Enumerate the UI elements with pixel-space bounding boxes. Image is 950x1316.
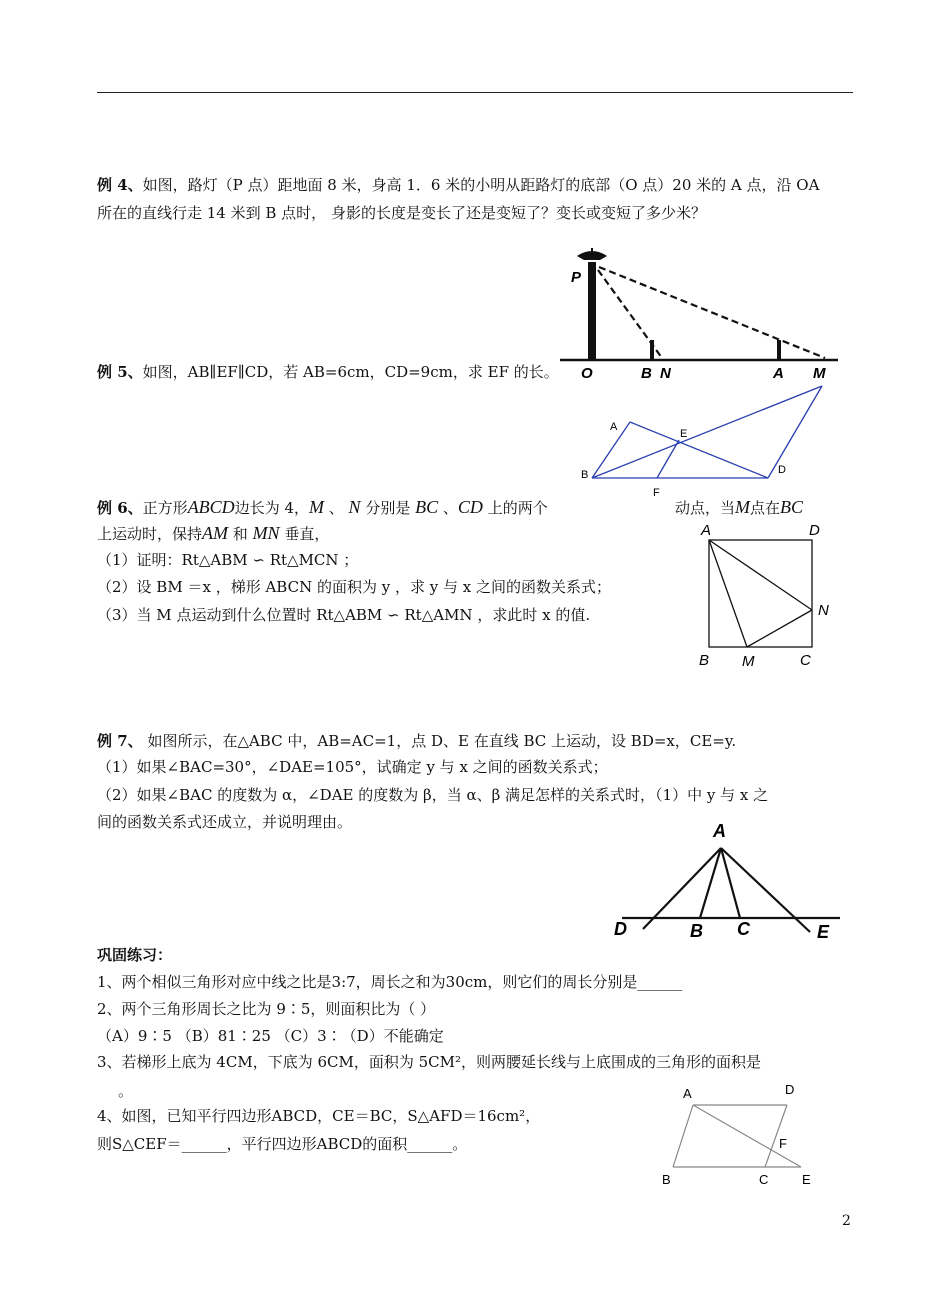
- label-D: D: [785, 1082, 795, 1097]
- label-E: E: [817, 922, 830, 942]
- ex6-q2: （2）设 BM ＝x ，梯形 ABCN 的面积为 y ，求 y 与 x 之间的函数关系式；: [97, 578, 611, 596]
- label-A: A: [713, 821, 726, 841]
- ex4-line1: 例 4、如图，路灯（P 点）距地面 8 米，身高 1．6 米的小明从距路灯的底部（O 点）20 米的 A 点，沿 OA: [97, 176, 820, 194]
- ex6-line1-cont: 动点，当M点在BC: [675, 497, 804, 517]
- ex7-line2: （1）如果∠BAC=30°，∠DAE=105°，试确定 y 与 x 之间的函数关系式；: [97, 758, 608, 776]
- practice-2: 2、两个三角形周长之比为 9∶5，则面积比为（ ）: [97, 1000, 436, 1018]
- ex5-label: 例 5、: [97, 363, 143, 381]
- ex6-q3: （3）当 M 点运动到什么位置时 Rt△ABM ∽ Rt△AMN ，求此时 x 的值.: [97, 606, 591, 624]
- ex6-q1: （1）证明：Rt△ABM ∽ Rt△MCN ；: [97, 551, 359, 569]
- ex4-label: 例 4、: [97, 176, 143, 194]
- ex4-figure: [555, 240, 845, 385]
- label-M: M: [742, 653, 755, 670]
- practice-title: 巩固练习：: [97, 946, 173, 964]
- label-F: F: [653, 487, 660, 499]
- label-P: P: [571, 269, 582, 286]
- ex4-line2: 所在的直线行走 14 米到 B 点时， 身影的长度是变长了还是变短了？变长或变短了多少米？: [97, 204, 706, 222]
- ex6-label: 例 6、: [97, 499, 143, 517]
- label-M: M: [813, 365, 826, 382]
- ex6-figure: [695, 518, 840, 673]
- label-D: D: [778, 464, 786, 476]
- label-B: B: [699, 652, 710, 669]
- label-A: A: [610, 421, 618, 433]
- label-D: D: [809, 522, 820, 539]
- label-E: E: [680, 428, 688, 440]
- label-A: A: [773, 365, 784, 382]
- practice-4-line2: 则S△CEF＝______，平行四边形ABCD的面积______。: [97, 1135, 468, 1153]
- label-N: N: [818, 602, 829, 619]
- label-C: C: [800, 652, 811, 669]
- practice-3: 3、若梯形上底为 4CM，下底为 6CM，面积为 5CM²，则两腰延长线与上底围成的三角形的面积是: [97, 1053, 762, 1071]
- practice-4-figure: [655, 1078, 830, 1193]
- practice-3-end: 。: [118, 1082, 134, 1100]
- label-E: E: [802, 1172, 811, 1187]
- label-A: A: [701, 522, 712, 539]
- label-A: A: [683, 1086, 692, 1101]
- ex7-line1: 例 7、 如图所示，在△ABC 中，AB=AC=1，点 D、E 在直线 BC 上运动，设 BD=x，CE=y.: [97, 732, 737, 750]
- page-number: 2: [842, 1213, 851, 1229]
- ex7-label: 例 7、: [97, 732, 143, 750]
- ex7-figure: [610, 815, 845, 945]
- practice-1: 1、两个相似三角形对应中线之比是3:7，周长之和为30cm，则它们的周长分别是______: [97, 973, 683, 991]
- ex7-line3: （2）如果∠BAC 的度数为 α，∠DAE 的度数为 β，当 α、β 满足怎样的关系式时，（1）中 y 与 x 之: [97, 786, 769, 804]
- ex6-line1: 例 6、正方形ABCD边长为 4，M 、 N 分别是 BC 、CD 上的两个: [97, 497, 548, 517]
- label-C: C: [737, 919, 750, 939]
- ex5-figure: [578, 380, 838, 500]
- label-D: D: [614, 919, 627, 939]
- label-B: B: [581, 469, 589, 481]
- ex7-line4: 间的函数关系式还成立，并说明理由。: [97, 813, 353, 831]
- label-B: B: [641, 365, 652, 382]
- label-F: F: [779, 1136, 787, 1151]
- label-C: C: [759, 1172, 769, 1187]
- ex5-line: 例 5、如图，AB∥EF∥CD，若 AB=6cm，CD=9cm，求 EF 的长。: [97, 363, 559, 381]
- practice-2-options: （A）9∶5 （B）81∶25 （C）3∶（D）不能确定: [97, 1027, 444, 1045]
- label-B: B: [662, 1172, 671, 1187]
- ex6-line2: 上运动时，保持AM 和 MN 垂直，: [97, 523, 330, 543]
- label-O: O: [581, 365, 593, 382]
- header-rule: [97, 92, 853, 93]
- label-B: B: [690, 921, 703, 941]
- practice-4: 4、如图，已知平行四边形ABCD，CE＝BC，S△AFD＝16cm²，: [97, 1107, 541, 1125]
- label-N: N: [660, 365, 671, 382]
